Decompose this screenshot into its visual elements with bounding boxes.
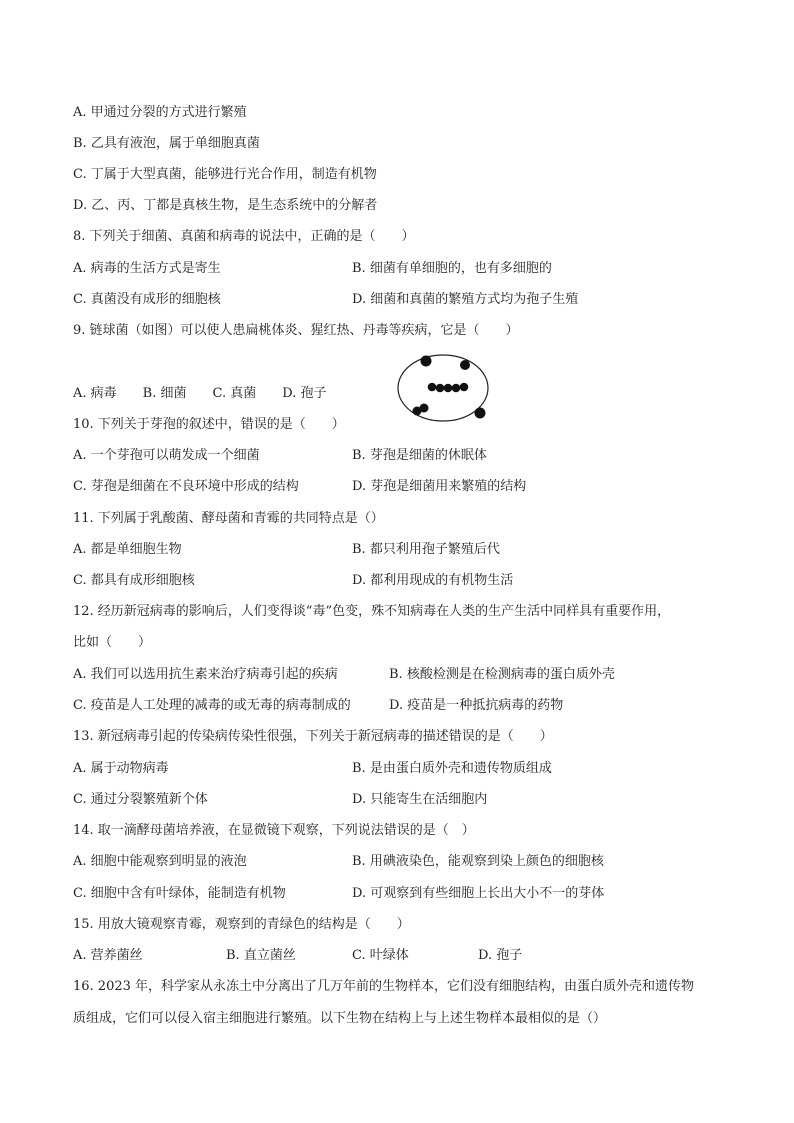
q13-stem: 13. 新冠病毒引起的传染病传染性很强，下列关于新冠病毒的描述错误的是（ ） [73,729,553,744]
coccus-cell [475,408,486,419]
q10-option-b: B. 芽孢是细菌的休眠体 [352,448,487,463]
q12-option-c: C. 疫苗是人工处理的减毒的或无毒的病毒制成的 [73,698,351,713]
q15-option-d: D. 孢子 [478,948,523,963]
q8-stem: 8. 下列关于细菌、真菌和病毒的说法中，正确的是（ ） [73,229,415,244]
q14-option-c: C. 细胞中含有叶绿体，能制造有机物 [73,886,286,901]
q10-option-d: D. 芽孢是细菌用来繁殖的结构 [352,479,527,494]
q12-option-d: D. 疫苗是一种抵抗病毒的药物 [389,698,564,713]
q11-stem: 11. 下列属于乳酸菌、酵母菌和青霉的共同特点是（） [73,511,384,526]
coccus-cell [420,404,429,413]
coccus-chain-cell [444,384,453,393]
q13-option-b: B. 是由蛋白质外壳和遗传物质组成 [352,761,552,776]
q12-stem-line1: 12. 经历新冠病毒的影响后，人们变得谈“毒”色变，殊不知病毒在人类的生产生活中同样具有重要作用， [73,604,671,619]
q11-option-c: C. 都具有成形细胞核 [73,573,195,588]
q14-stem: 14. 取一滴酵母菌培养液，在显微镜下观察，下列说法错误的是（ ） [73,823,475,838]
q14-option-b: B. 用碘液染色，能观察到染上颜色的细胞核 [352,854,604,869]
q8-option-d: D. 细菌和真菌的繁殖方式均为孢子生殖 [352,292,579,307]
q10-option-a: A. 一个芽孢可以萌发成一个细菌 [73,448,260,463]
q10-option-c: C. 芽孢是细菌在不良环境中形成的结构 [73,479,299,494]
q14-option-a: A. 细胞中能观察到明显的液泡 [73,854,247,869]
coccus-chain-cell [436,384,445,393]
q9-stem: 9. 链球菌（如图）可以使人患扁桃体炎、猩红热、丹毒等疾病，它是（ ） [73,323,519,338]
q8-option-a: A. 病毒的生活方式是寄生 [73,261,221,276]
q8-option-c: C. 真菌没有成形的细胞核 [73,292,221,307]
q15-option-b: B. 直立菌丝 [226,948,296,963]
q9-options: A. 病毒 B. 细菌 C. 真菌 D. 孢子 [73,386,327,401]
q15-stem: 15. 用放大镜观察青霉，观察到的青绿色的结构是（ ） [73,917,410,932]
streptococcus-diagram [396,352,496,424]
q15-option-a: A. 营养菌丝 [73,948,143,963]
q13-option-d: D. 只能寄生在活细胞内 [352,792,488,807]
q7-option-a: A. 甲通过分裂的方式进行繁殖 [73,105,247,120]
q12-option-b: B. 核酸检测是在检测病毒的蛋白质外壳 [389,667,615,682]
q13-option-c: C. 通过分裂繁殖新个体 [73,792,208,807]
q11-option-d: D. 都利用现成的有机物生活 [352,573,514,588]
q11-option-b: B. 都只利用孢子繁殖后代 [352,542,500,557]
q12-option-a: A. 我们可以选用抗生素来治疗病毒引起的疾病 [73,667,338,682]
q14-option-d: D. 可观察到有些细胞上长出大小不一的芽体 [352,886,605,901]
q16-stem-line2: 质组成，它们可以侵入宿主细胞进行繁殖。以下生物在结构上与上述生物样本最相似的是（） [73,1011,607,1026]
q8-option-b: B. 细菌有单细胞的，也有多细胞的 [352,261,552,276]
q15-option-c: C. 叶绿体 [352,948,409,963]
q11-option-a: A. 都是单细胞生物 [73,542,182,557]
q7-option-c: C. 丁属于大型真菌，能够进行光合作用，制造有机物 [73,167,377,182]
coccus-cell [460,360,470,370]
q7-option-d: D. 乙、丙、丁都是真核生物，是生态系统中的分解者 [73,198,378,213]
coccus-chain-cell [428,383,437,392]
q16-stem-line1: 16. 2023 年，科学家从永冻土中分离出了几万年前的生物样本，它们没有细胞结构，由蛋白质外壳和遗传物 [73,979,695,994]
q7-option-b: B. 乙具有液泡，属于单细胞真菌 [73,136,260,151]
coccus-chain-cell [452,384,461,393]
q13-option-a: A. 属于动物病毒 [73,761,169,776]
coccus-cell [421,356,432,367]
coccus-chain-cell [460,383,469,392]
q12-stem-line2: 比如（ ） [73,635,152,650]
q10-stem: 10. 下列关于芽孢的叙述中，错误的是（ ） [73,417,345,432]
